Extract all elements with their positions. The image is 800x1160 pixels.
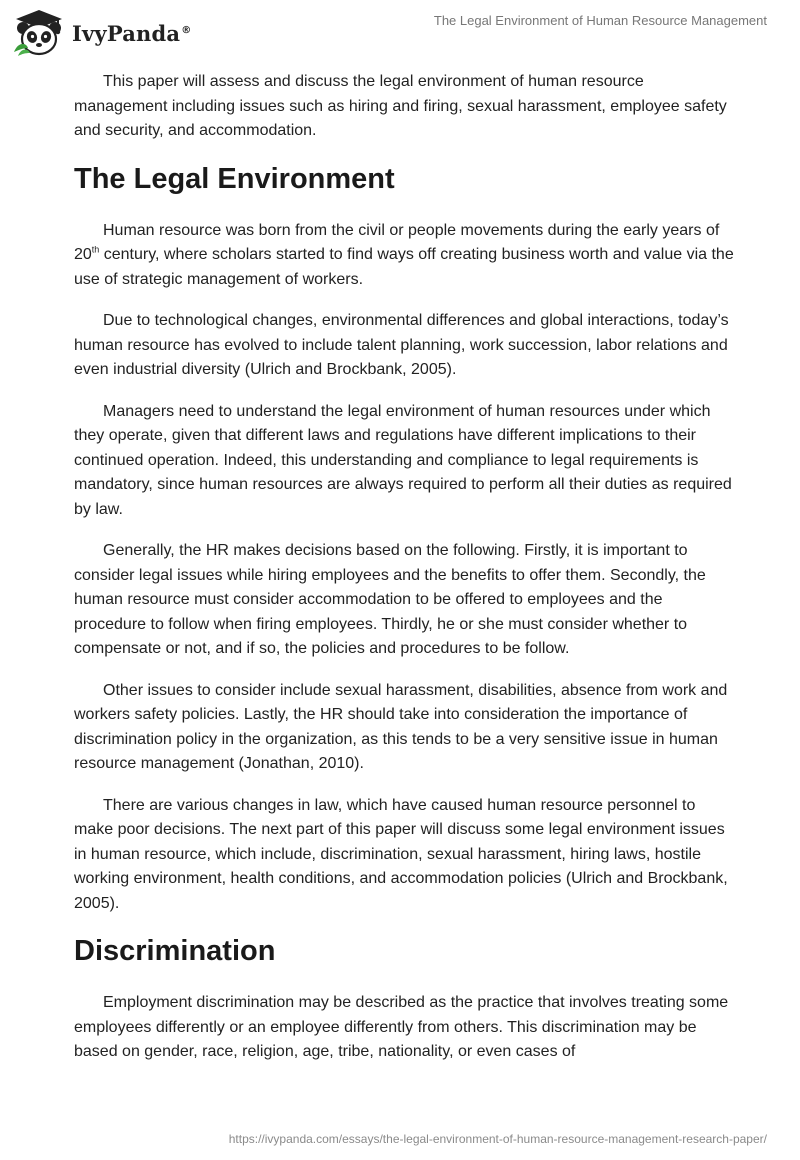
logo-text: IvyPanda [72, 20, 181, 46]
paragraph-intro: This paper will assess and discuss the legal environment of human resource management including issues such as hiring and firing, sexual harassment, employee safety and security, and accommodation. [74, 73, 727, 139]
paragraph-2: Due to technological changes, environmental differences and global interactions, today’s human resource has evolved to include talent planning, work succession, labor relations and even industrial diversity (Ulrich and Brockbank, 2005). [74, 312, 729, 378]
paragraph-1 [74, 219, 734, 293]
panda-graduate-icon [12, 8, 66, 58]
source-url-link[interactable]: https://ivypanda.com/essays/the-legal-environment-of-human-resource-management-research-paper/ [228, 1132, 767, 1146]
paragraph-1-text-b: century, where scholars started to find ways off creating business worth and value via the use of strategic management of workers. [74, 246, 734, 288]
paragraph-3: Managers need to understand the legal environment of human resources under which they operate, given that different laws and regulations have different implications to their continued operation. Indeed, this understanding and compliance to legal requirements is mandatory, since human resources are always required to perform all their duties as required by law. [74, 402, 732, 518]
paragraph-1-superscript: th [91, 244, 100, 255]
article-body [74, 70, 734, 1082]
running-title: The Legal Environment of Human Resource Management [433, 13, 767, 28]
logo-wordmark [72, 21, 191, 46]
paragraph-4: Generally, the HR makes decisions based on the following. Firstly, it is important to consider legal issues while hiring employees and the benefits to offer them. Secondly, the human resource must consider accommodation to be offered to employees and the procedure to follow when firing employees. Thirdly, he or she must consider whether to compensate or not, and if so, the policies and procedures to be follow. [74, 542, 706, 657]
registered-mark: ® [181, 24, 192, 36]
paragraph-5: Other issues to consider include sexual harassment, disabilities, absence from work and workers safety policies. Lastly, the HR should take into consideration the importance of discrimination policy in the organization, as this tends to be a very sensitive issue in human resource management (Jonathan, 2010). [74, 681, 728, 772]
paragraph-6: There are various changes in law, which have caused human resource personnel to make poor decisions. The next part of this paper will discuss some legal environment issues in human resource, which include, discrimination, sexual harassment, hiring laws, hostile working environment, health conditions, and accommodation policies (Ulrich and Brockbank, 2005). [74, 796, 728, 912]
paragraph-1-text-a: Human resource was born from the civil or people movements during the early years of 20 [74, 221, 720, 263]
heading-discrimination: Discrimination [74, 935, 276, 967]
page-header [0, 0, 800, 64]
paragraph-7: Employment discrimination may be described as the practice that involves treating some employees differently or an employee differently from others. This discrimination may be based on gender, race, religion, age, tribe, nationality, or even cases of [74, 994, 729, 1060]
heading-legal-environment: The Legal Environment [74, 162, 395, 195]
ivypanda-logo[interactable] [12, 8, 191, 58]
